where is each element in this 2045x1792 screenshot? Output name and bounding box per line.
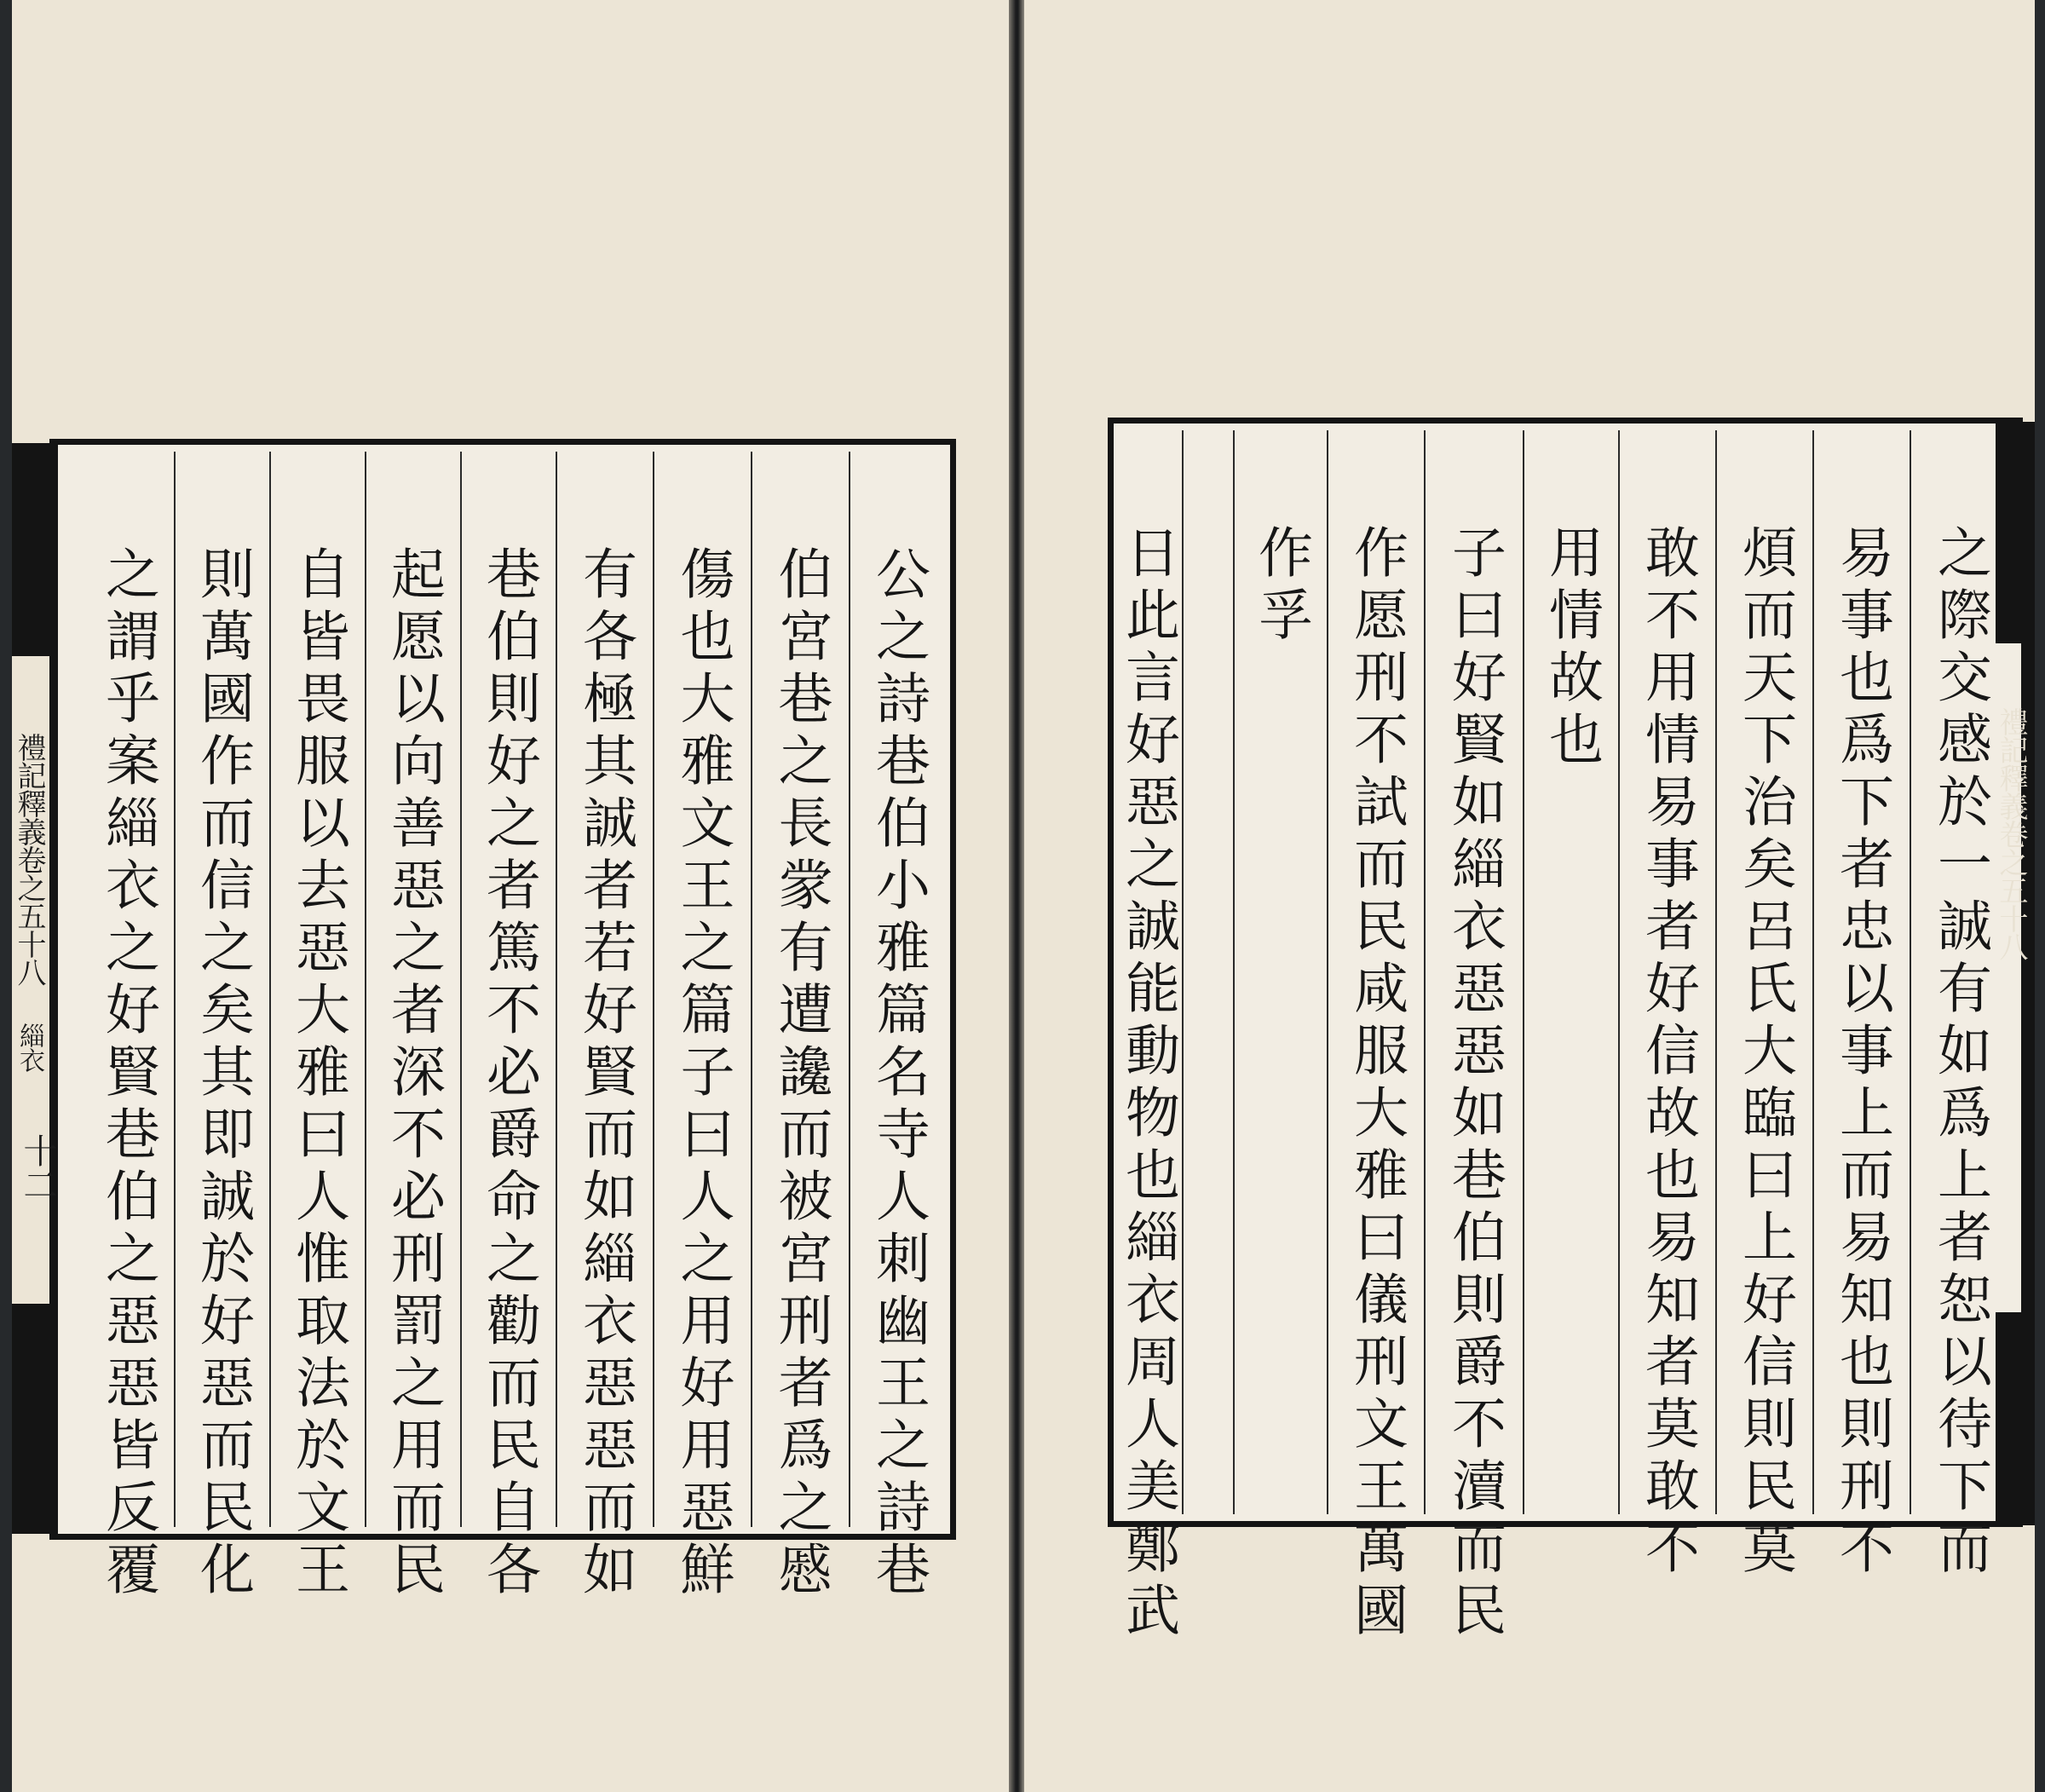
column-text: 自皆畏服以去惡大雅曰人惟取法於文王 [286,545,349,1603]
column-text: 傷也大雅文王之篇子曰人之用好用惡鮮 [671,545,734,1603]
text-column [1424,430,1523,1644]
fish-tail-lower [1996,1312,2035,1525]
text-column [1910,430,2008,1582]
fold-rule [49,443,58,1536]
column-text: 巷伯則好之者篤不必爵命之勸而民自各 [477,545,540,1603]
column-text: 子曰好賢如緇衣惡惡如巷伯則爵不瀆而民 [1443,524,1506,1644]
column-text: 之際交感於一誠有如爲上者恕以待下而 [1928,524,1991,1582]
column-text: 之謂乎案緇衣之好賢巷伯之惡惡皆反覆 [96,545,159,1603]
fish-tail-upper [12,443,49,656]
text-column [751,452,849,1603]
text-column [1523,430,1618,1514]
column-text: 敢不用情易事者好信故也易知者莫敢不 [1636,524,1699,1582]
fish-tail-upper [1996,422,2035,643]
text-column [82,452,174,1603]
text-column [174,452,269,1603]
column-text: 則萬國作而信之矣其即誠於好惡而民化 [191,545,254,1603]
text-column [1618,430,1715,1582]
column-text: 易事也爲下者忠以事上而易知也則刑不 [1830,524,1893,1582]
text-column [1327,430,1424,1644]
text-column [849,452,946,1603]
book-gutter [1009,0,1024,1792]
right-page [1024,0,2035,1792]
margin-book-title: 禮記釋義卷之五十八 [12,733,46,986]
column-text: 用情故也 [1540,524,1603,773]
fish-tail-lower [12,1304,49,1534]
text-column [365,452,460,1603]
text-column [1812,430,1910,1582]
column-text: 作孚 [1249,524,1312,648]
text-column [269,452,365,1603]
left-page [12,0,1009,1792]
right-text-frame [1108,418,2023,1644]
text-column [1715,430,1812,1582]
column-text: 伯宮巷之長䝉有遭讒而被宮刑者爲之慼 [769,545,832,1603]
column-text: 日此言好惡之誠能動物也緇衣周人美鄭武 [1116,524,1179,1644]
margin-section-title: 緇衣 [14,1023,44,1072]
margin-book-title: 禮記釋義卷之五十八 [1994,707,2028,960]
column-text: 煩而天下治矣呂氏大臨曰上好信則民莫 [1733,524,1796,1582]
text-column [1233,430,1327,1514]
column-text: 作愿刑不試而民咸服大雅曰儀刑文王萬國 [1345,524,1408,1644]
right-text-columns [1114,430,2008,1644]
left-text-frame [49,439,956,1603]
folio-number: 十二 [18,1133,57,1201]
left-text-columns [82,452,946,1603]
text-column [1114,430,1182,1644]
text-column [556,452,653,1603]
column-text: 有各極其誠者若好賢而如緇衣惡惡而如 [573,545,637,1603]
text-column [653,452,751,1603]
text-column [460,452,556,1603]
column-text: 公之詩巷伯小雅篇名寺人刺幽王之詩巷 [867,545,930,1603]
text-column [1182,430,1233,1514]
column-text: 起愿以向善惡之者深不必刑罰之用而民 [382,545,445,1603]
